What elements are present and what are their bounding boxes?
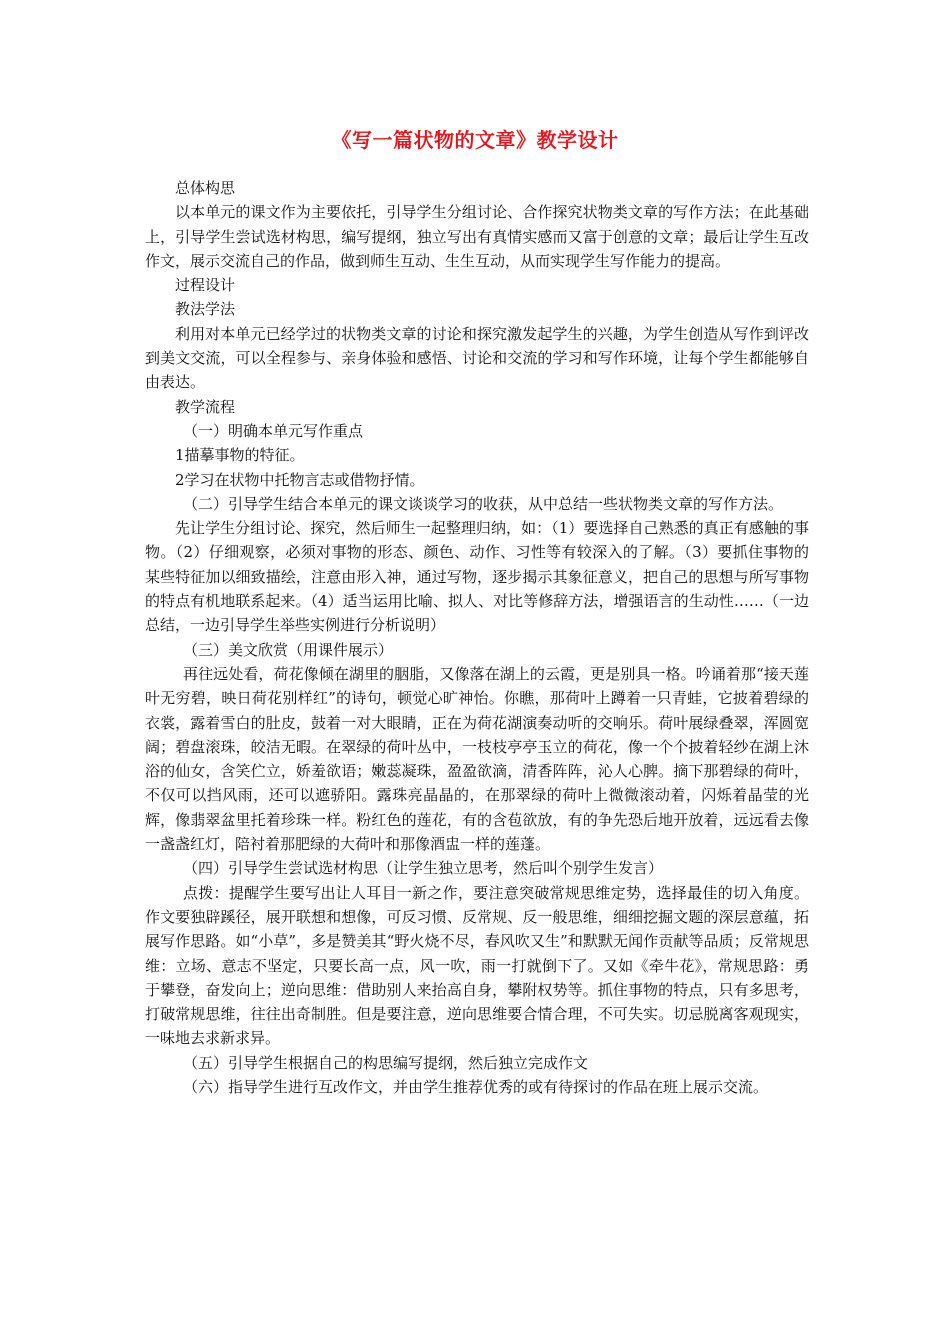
step-three-paragraph: 再往远处看，荷花像倾在湖里的胭脂，又像落在湖上的云霞，更是别具一格。吟诵着那“接天莲叶无穷碧，映日荷花别样红”的诗句，顿觉心旷神怡。你瞧，那荷叶上蹲着一只青蛙，它披着碧绿的衣裳，露着雪白的肚皮，鼓着一对大眼睛，正在为荷花湖演奏动听的交响乐。荷叶展绿叠翠，浑圆宽阔；碧盘滚珠，皎洁无暇。在翠绿的荷叶丛中，一枝枝亭亭玉立的荷花，像一个个披着轻纱在湖上沐浴的仙女，含笑伫立，娇羞欲语；嫩蕊凝珠，盈盈欲滴，清香阵阵，沁人心脾。摘下那碧绿的荷叶，不仅可以挡风雨，还可以遮骄阳。露珠亮晶晶的，在那翠绿的荷叶上微微滚动着，闪烁着晶莹的光辉，像翡翠盆里托着珍珠一样。粉红色的莲花，有的含苞欲放，有的争先恐后地开放着，远远看去像一盏盏红灯，陪衬着那肥绿的大荷叶和那像酒盅一样的莲蓬。 (145, 664, 809, 854)
step-one-heading: （一）明确本单元写作重点 (183, 421, 364, 440)
step-six-heading: （六）指导学生进行互改作文，并由学生推荐优秀的或有待探讨的作品在班上展示交流。 (183, 1077, 769, 1096)
step-three-heading: （三）美文欣赏（用课件展示） (183, 640, 394, 659)
step-five-heading: （五）引导学生根据自己的构思编写提纲，然后独立完成作文 (183, 1053, 589, 1072)
step-one-item-1: 1描摹事物的特征。 (175, 446, 305, 465)
step-four-paragraph: 点拨：提醒学生要写出让人耳目一新之作，要注意突破常规思维定势，选择最佳的切入角度。作文要独辟蹊径，展开联想和想像，可反习惯、反常规、反一般思维，细细挖掘文题的深层意蕴，拓展写作思路。如“小草”，多是赞美其“野火烧不尽，春风吹又生”和默默无闻作贡献等品质；反常规思维：立场、意志不坚定，只要长高一点，风一吹，雨一打就倒下了。又如《牵牛花》，常规思路：勇于攀登，奋发向上；逆向思维：借助别人来抬高自身，攀附权势等。抓住事物的特点，只有多思考，打破常规思维，往往出奇制胜。但是要注意，逆向思维要合情合理，不可失实。切忌脱离客观现实，一味地去求新求异。 (145, 883, 809, 1048)
step-two-paragraph: 先让学生分组讨论、探究，然后师生一起整理归纳，如：（1）要选择自己熟悉的真正有感触的事物。（2）仔细观察，必须对事物的形态、颜色、动作、习性等有较深入的了解。（3）要抓住事物的某些特征加以细致描绘，注意由形入神，通过写物，逐步揭示其象征意义，把自己的思想与所写事物的特点有机地联系起来。（4）适当运用比喻、拟人、对比等修辞方法，增强语言的生动性……（一边总结，一边引导学生举些实例进行分析说明） (145, 519, 809, 635)
document-body (145, 176, 809, 1099)
paragraph-overall-concept: 以本单元的课文作为主要依托，引导学生分组讨论、合作探究状物类文章的写作方法；在此基础上，引导学生尝试选材构思，编写提纲，独立写出有真情实感而又富于创意的文章；最后让学生互改作文，展示交流自己的作品，做到师生互动、生生互动，从而实现学生写作能力的提高。 (145, 203, 809, 270)
paragraph-teaching-methods: 利用对本单元已经学过的状物类文章的讨论和探究激发起学生的兴趣，为学生创造从写作到评改到美文交流，可以全程参与、亲身体验和感悟、讨论和交流的学习和写作环境，让每个学生都能够自由表达。 (145, 324, 809, 392)
heading-teaching-methods: 教法学法 (175, 300, 236, 319)
step-one-item-2: 2学习在状物中托物言志或借物抒情。 (175, 470, 425, 489)
heading-process-design: 过程设计 (175, 276, 236, 295)
heading-teaching-flow: 教学流程 (175, 397, 236, 416)
step-four-heading: （四）引导学生尝试选材构思（让学生独立思考，然后叫个别学生发言） (183, 859, 664, 878)
step-two-heading: （二）引导学生结合本单元的课文谈谈学习的收获，从中总结一些状物类文章的写作方法。 (183, 494, 784, 513)
document-title: 《写一篇状物的文章》教学设计 (331, 128, 619, 152)
heading-overall-concept: 总体构思 (175, 179, 236, 197)
